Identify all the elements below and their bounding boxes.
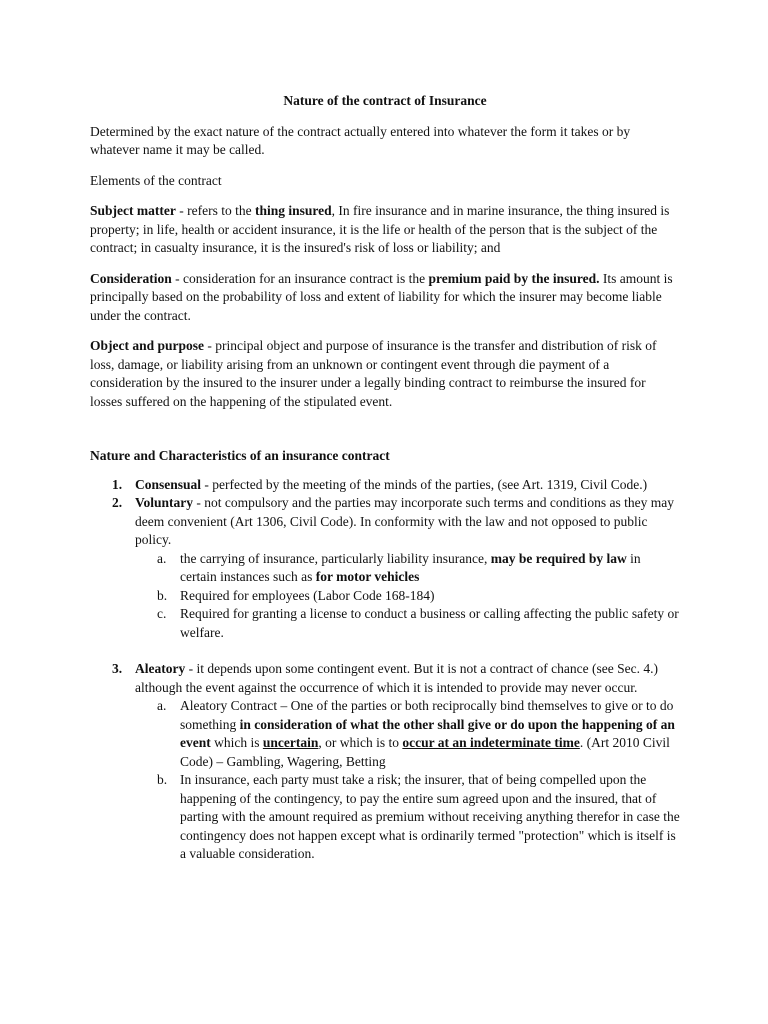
sub-text: Required for employees (Labor Code 168-184) [180, 587, 435, 603]
characteristics-list [90, 476, 680, 864]
list-spacer [90, 642, 680, 660]
sub-text: . (Art 2010 Civil Code) – Gambling, Wagering, Betting [180, 735, 670, 769]
sub-list [135, 550, 680, 643]
object-purpose-label: Object and purpose [90, 338, 205, 353]
sub-bold: for motor vehicles [315, 569, 420, 584]
sub-text: , or which is to [318, 735, 403, 750]
document-body [90, 92, 680, 864]
subject-matter-text: - refers to the [175, 203, 255, 218]
list-number: 1. [112, 476, 123, 492]
sub-letter: c. [157, 606, 167, 621]
item-label: Consensual [135, 476, 202, 492]
object-purpose-paragraph [90, 337, 680, 411]
sub-list-item [135, 771, 680, 864]
subject-matter-label: Subject matter [90, 203, 176, 218]
sub-letter: b. [157, 587, 168, 603]
item-text: - not compulsory and the parties may incorporate such terms and conditions as they may deem convenient (Art 1306, Civil Code). In conformity with the law and not opposed to public policy. [135, 495, 675, 547]
object-purpose-text: - principal object and purpose of insurance is the transfer and distribution of risk of loss, damage, or liability arising from an unknown or contingent event through die payment of a consideration by the insured to the insurer under a legally binding contract to reimburse the insured for losses suffered on the happening of the stipulated event. [90, 338, 657, 409]
sub-list [135, 697, 680, 864]
intro-paragraph: Determined by the exact nature of the contract actually entered into whatever the form it takes or by whatever name it may be called. [90, 123, 631, 157]
list-item [90, 660, 680, 864]
consideration-label: Consideration [90, 270, 172, 286]
sub-list-item [135, 587, 680, 606]
list-item [90, 494, 680, 642]
subject-matter-bold: thing insured [254, 203, 332, 218]
item-text: - perfected by the meeting of the minds of the parties, (see Art. 1319, Civil Code.) [201, 476, 648, 492]
sub-text: the carrying of insurance, particularly liability insurance, [180, 550, 491, 566]
sub-letter: a. [157, 698, 167, 713]
sub-underline: occur at an indeterminate time [402, 735, 580, 750]
sub-text: Aleatory Contract – One of the parties or both reciprocally bind themselves to give or to do something [180, 698, 674, 732]
sub-text: in certain instances such as [180, 550, 641, 584]
consideration-paragraph [90, 270, 680, 326]
consideration-bold: premium paid by the insured. [428, 270, 600, 286]
consideration-text: Its amount is principally based on the probability of loss and extent of liability for which the insurer may become liable under the contract. [90, 270, 673, 323]
sub-text: Required for granting a license to conduct a business or calling affecting the public safety or welfare. [180, 606, 679, 640]
sub-underline: uncertain [262, 735, 319, 750]
sub-bold: in consideration of what the other shall give or do upon the happening of an event [180, 716, 675, 750]
sub-text: In insurance, each party must take a risk; the insurer, that of being compelled upon the happening of the contingency, to pay the entire sum agreed upon and the insured, that of parting with the amount required as premium without receiving anything therefor in case the contingency does not happen except what is ordinarily termed "protection" which is itself is a valuable consideration. [180, 772, 680, 861]
list-item [90, 476, 680, 495]
sub-letter: a. [157, 550, 167, 566]
sub-list-item [135, 605, 680, 642]
sub-letter: b. [157, 772, 168, 787]
sub-bold: may be required by law [490, 550, 627, 566]
elements-heading: Elements of the contract [90, 172, 222, 188]
subject-matter-text: , In fire insurance and in marine insurance, the thing insured is property; in life, health or accident insurance, it is the life or health of the person that is the subject of the contract; in casualty insurance, it is the insured's risk of loss or liability; and [90, 203, 670, 255]
sub-list-item [135, 697, 680, 771]
list-number: 3. [112, 661, 123, 676]
item-label: Aleatory [135, 661, 186, 676]
nature-heading: Nature and Characteristics of an insurance contract [90, 448, 390, 463]
consideration-text: - consideration for an insurance contract is the [171, 270, 429, 286]
item-text: - it depends upon some contingent event. But it is not a contract of chance (see Sec. 4.) although the event against the occurrence of which it is intended to provide may never occur. [135, 661, 658, 695]
list-number: 2. [112, 495, 123, 510]
page-title: Nature of the contract of Insurance [283, 93, 487, 108]
subject-matter-paragraph [90, 202, 680, 258]
sub-text: which is [210, 735, 263, 750]
sub-list-item [135, 550, 680, 587]
item-label: Voluntary [135, 495, 194, 510]
